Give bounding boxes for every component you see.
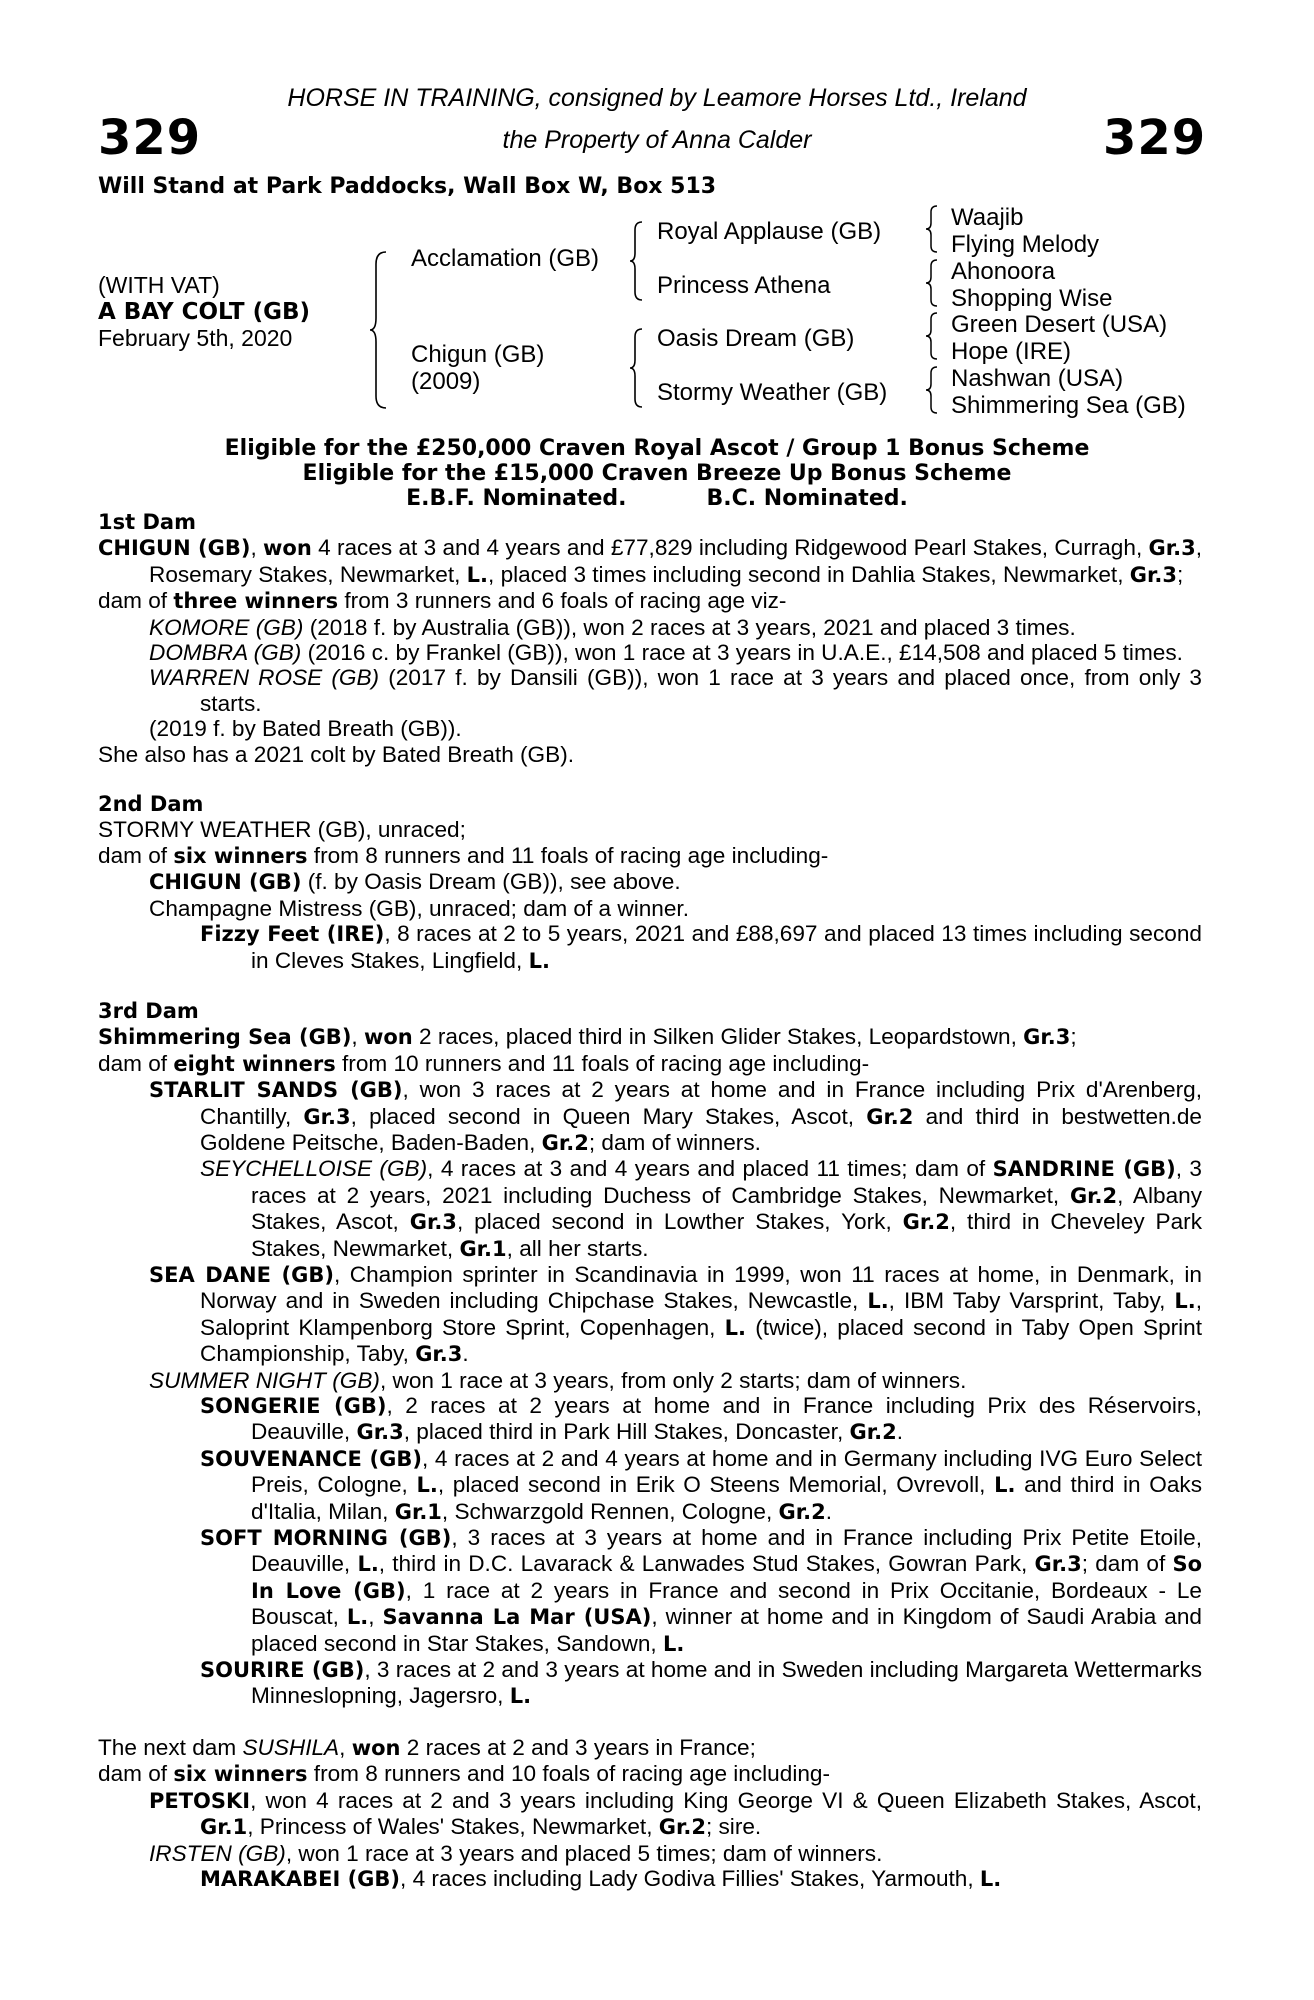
progeny-entry: SEYCHELLOISE (GB), 4 races at 3 and 4 years and placed 11 times; dam of SANDRINE (GB), 3 races at 2 years, 2021 including Duchess of Cambridge Stakes, Newmarket, Gr.2, Albany Stakes, Ascot, Gr.3, placed second in Lowther Stakes, York, Gr.2, third in Cheveley Park Stakes, Newmarket, Gr.1, all her starts. <box>200 1156 1202 1261</box>
ebf-nominated: E.B.F. Nominated. <box>406 486 627 511</box>
brace-sire <box>628 220 646 302</box>
ddd: Shimmering Sea (GB) <box>951 392 1186 419</box>
second-dam-produce-summary: dam of six winners from 8 runners and 11 foals of racing age including- <box>98 842 829 868</box>
next-dam-produce-summary: dam of six winners from 8 runners and 10 foals of racing age including- <box>98 1761 830 1787</box>
sire-sire: Royal Applause (GB) <box>657 218 882 245</box>
ssd: Flying Melody <box>951 231 1100 258</box>
brace-dam <box>628 327 646 409</box>
progeny-entry: IRSTEN (GB), won 1 race at 3 years and placed 5 times; dam of winners. <box>149 1840 883 1866</box>
dam-dam: Stormy Weather (GB) <box>657 379 888 406</box>
dds: Nashwan (USA) <box>951 365 1124 392</box>
stand-info: Will Stand at Park Paddocks, Wall Box W, Box 513 <box>98 174 717 199</box>
eligibility-line-2: Eligible for the £15,000 Craven Breeze Up Bonus Scheme <box>302 461 1012 486</box>
brace-main <box>368 250 390 410</box>
dam-year: (2009) <box>411 368 481 395</box>
nominations <box>0 486 1314 511</box>
brace-ds <box>924 311 940 361</box>
first-dam-produce-summary: dam of three winners from 3 runners and 6 foals of racing age viz- <box>98 588 787 614</box>
progeny-entry: SOFT MORNING (GB), 3 races at 3 years at home and in France including Prix Petite Etoile, Deauville, L., third in D.C. Lavarack & Lanwades Stud Stakes, Gowran Park, Gr.3; dam of So In Love (GB), 1 race at 2 years in France and second in Prix Occitanie, Bordeaux - Le Bouscat, L., Savanna La Mar (USA), winner at home and in Kingdom of Saudi Arabia and placed second in Star Stakes, Sandown, L. <box>200 1525 1203 1656</box>
sds: Ahonoora <box>951 258 1056 285</box>
vat-label: (WITH VAT) <box>98 272 220 298</box>
foaling-date: February 5th, 2020 <box>98 325 293 351</box>
consignor-line: HORSE IN TRAINING, consigned by Leamore Horses Ltd., Ireland <box>287 84 1027 112</box>
second-dam-heading: 2nd Dam <box>98 792 204 817</box>
dsd: Hope (IRE) <box>951 338 1072 365</box>
progeny-entry: SUMMER NIGHT (GB), won 1 race at 3 years, from only 2 starts; dam of winners. <box>149 1367 967 1393</box>
lot-number-right: 329 <box>1103 110 1207 166</box>
dss: Green Desert (USA) <box>951 311 1168 338</box>
progeny-entry: Fizzy Feet (IRE), 8 races at 2 to 5 years, 2021 and £88,697 and placed 13 times including second in Cleves Stakes, Lingfield, L. <box>200 921 1202 973</box>
third-dam-heading: 3rd Dam <box>98 998 199 1023</box>
dam: Chigun (GB) <box>411 341 545 368</box>
next-dam-record: The next dam SUSHILA, won 2 races at 2 and 3 years in France; <box>98 1734 756 1760</box>
progeny-entry: SOUVENANCE (GB), 4 races at 2 and 4 years at home and in Germany including IVG Euro Select Preis, Cologne, L., placed second in Erik O Steens Memorial, Ovrevoll, L. and third in Oaks d'Italia, Milan, Gr.1, Schwarzgold Rennen, Cologne, Gr.2. <box>200 1445 1203 1524</box>
bc-nominated: B.C. Nominated. <box>706 486 908 511</box>
first-dam-heading: 1st Dam <box>98 510 196 534</box>
second-dam-name: STORMY WEATHER (GB), unraced; <box>98 817 466 843</box>
sss: Waajib <box>951 204 1024 231</box>
horse-name: A BAY COLT (GB) <box>98 299 311 325</box>
progeny-entry: DOMBRA (GB) (2016 c. by Frankel (GB)), won 1 race at 3 years in U.A.E., £14,508 and placed 5 times. <box>149 640 1183 666</box>
progeny-entry: PETOSKI, won 4 races at 2 and 3 years including King George VI & Queen Elizabeth Stakes, Ascot, Gr.1, Princess of Wales' Stakes, Newmarket, Gr.2; sire. <box>149 1787 1202 1840</box>
dam-sire: Oasis Dream (GB) <box>657 325 855 352</box>
property-line: the Property of Anna Calder <box>502 126 812 154</box>
progeny-unnamed: (2019 f. by Bated Breath (GB)). <box>149 716 462 742</box>
first-dam-record: CHIGUN (GB), won 4 races at 3 and 4 years and £77,829 including Ridgewood Pearl Stakes, Curragh, Gr.3, Rosemary Stakes, Newmarket, L., placed 3 times including second in Dahlia Stakes, Newmarket, Gr.3; <box>98 535 1202 587</box>
eligibility-line-1: Eligible for the £250,000 Craven Royal Ascot / Group 1 Bonus Scheme <box>224 436 1090 461</box>
brace-sd <box>924 258 940 308</box>
third-dam-record: Shimmering Sea (GB), won 2 races, placed third in Silken Glider Stakes, Leopardstown, Gr.3; <box>98 1024 1077 1050</box>
progeny-entry: SONGERIE (GB), 2 races at 2 years at home and in France including Prix des Réservoirs, Deauville, Gr.3, placed third in Park Hill Stakes, Doncaster, Gr.2. <box>200 1393 1202 1445</box>
progeny-entry: CHIGUN (GB) (f. by Oasis Dream (GB)), see above. <box>149 869 681 895</box>
lot-number-left: 329 <box>98 110 202 166</box>
sire: Acclamation (GB) <box>411 245 600 272</box>
progeny-entry: SOURIRE (GB), 3 races at 2 and 3 years at home and in Sweden including Margareta Wettermarks Minneslopning, Jagersro, L. <box>200 1657 1203 1709</box>
third-dam-produce-summary: dam of eight winners from 10 runners and 11 foals of racing age including- <box>98 1050 870 1076</box>
progeny-entry: WARREN ROSE (GB) (2017 f. by Dansili (GB)), won 1 race at 3 years and placed once, from only 3 starts. <box>149 665 1202 716</box>
progeny-entry: SEA DANE (GB), Champion sprinter in Scandinavia in 1999, won 11 races at home, in Denmark, in Norway and in Sweden including Chipchase Stakes, Newcastle, L., IBM Taby Varsprint, Taby, L., Saloprint Klampenborg Store Sprint, Copenhagen, L. (twice), placed second in Taby Open Sprint Championship, Taby, Gr.3. <box>149 1261 1203 1367</box>
brace-dd <box>924 365 940 415</box>
progeny-entry: STARLIT SANDS (GB), won 3 races at 2 years at home and in France including Prix d'Arenberg, Chantilly, Gr.3, placed second in Queen Mary Stakes, Ascot, Gr.2 and third in bestwetten.de Goldene Peitsche, Baden-Baden, Gr.2; dam of winners. <box>149 1077 1202 1155</box>
first-dam-also: She also has a 2021 colt by Bated Breath (GB). <box>98 741 575 767</box>
progeny-entry: KOMORE (GB) (2018 f. by Australia (GB)), won 2 races at 3 years, 2021 and placed 3 times. <box>149 614 1076 640</box>
sdd: Shopping Wise <box>951 285 1113 312</box>
catalogue-body <box>98 510 1202 1892</box>
progeny-entry: MARAKABEI (GB), 4 races including Lady Godiva Fillies' Stakes, Yarmouth, L. <box>200 1865 1002 1891</box>
brace-ss <box>924 204 940 254</box>
sire-dam: Princess Athena <box>657 272 831 299</box>
progeny-entry: Champagne Mistress (GB), unraced; dam of a winner. <box>149 895 689 921</box>
